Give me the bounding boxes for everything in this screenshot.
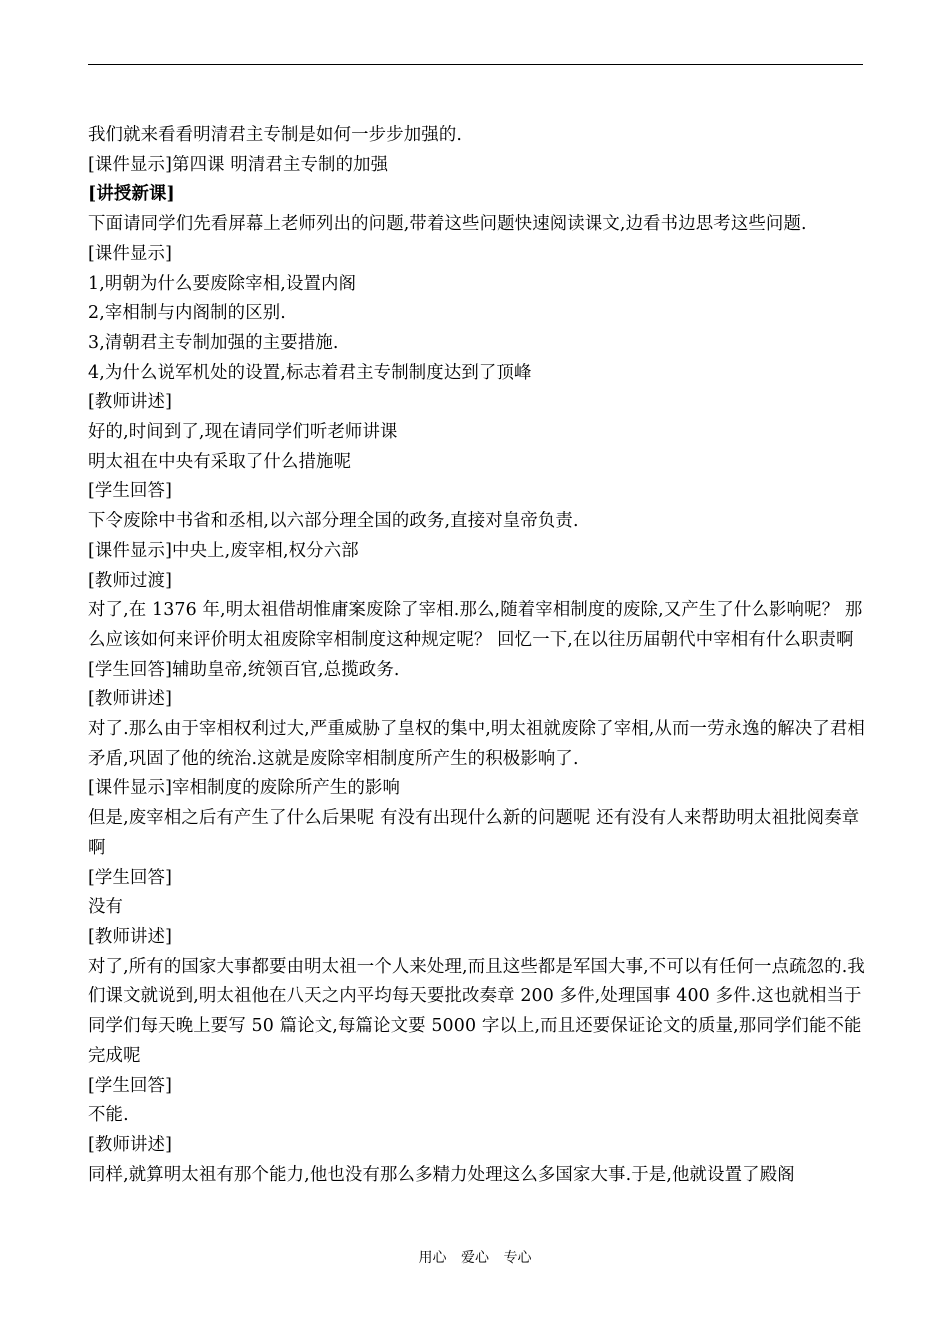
text-paragraph: [课件显示] — [88, 243, 173, 264]
text-paragraph: 下面请同学们先看屏幕上老师列出的问题,带着这些问题快速阅读课文,边看书边思考这些问题. — [88, 214, 807, 235]
text-paragraph: 对了,所有的国家大事都要由明太祖一个人来处理,而且这些都是军国大事,不可以有任何一点疏忽的.我们课文就说到,明太祖他在八天之内平均每天要批改奏章 200 多件,处理国事 400 多件.这也就相当于同学们每天晚上要写 50 篇论文,每篇论文要 5000 字以上,而且还要保证论文的质量,那同学们能不能完成呢 — [88, 956, 865, 1066]
page-footer: 用心 爱心 专心 — [418, 1250, 532, 1266]
text-paragraph: 4,为什么说军机处的设置,标志着君主专制制度达到了顶峰 — [88, 362, 532, 383]
text-paragraph: [课件显示]第四课 明清君主专制的加强 — [88, 154, 389, 175]
text-paragraph: [课件显示]中央上,废宰相,权分六部 — [88, 540, 359, 561]
text-paragraph: [教师讲述] — [88, 689, 173, 710]
text-paragraph: 3,清朝君主专制加强的主要措施. — [88, 332, 339, 353]
text-paragraph: 好的,时间到了,现在请同学们听老师讲课 — [88, 422, 398, 443]
text-paragraph: [教师讲述] — [88, 926, 173, 947]
document-body — [88, 121, 868, 1190]
text-paragraph: 同样,就算明太祖有那个能力,他也没有那么多精力处理这么多国家大事.于是,他就设置了殿阁 — [88, 1164, 795, 1185]
text-paragraph: 不能. — [88, 1105, 129, 1126]
text-paragraph: [学生回答] — [88, 1075, 173, 1096]
text-paragraph: [教师讲述] — [88, 1134, 173, 1155]
text-paragraph: 对了.那么由于宰相权利过大,严重威胁了皇权的集中,明太祖就废除了宰相,从而一劳永逸的解决了君相矛盾,巩固了他的统治.这就是废除宰相制度所产生的积极影响了. — [88, 719, 865, 769]
header-rule — [88, 64, 863, 65]
text-paragraph: [学生回答] — [88, 481, 173, 502]
text-paragraph: 我们就来看看明清君主专制是如何一步步加强的. — [88, 125, 463, 145]
text-paragraph: [教师讲述] — [88, 392, 173, 413]
text-paragraph: 下令废除中书省和丞相,以六部分理全国的政务,直接对皇帝负责. — [88, 511, 579, 532]
text-paragraph: 1,明朝为什么要废除宰相,设置内阁 — [88, 273, 357, 294]
text-paragraph: [学生回答]辅助皇帝,统领百官,总揽政务. — [88, 659, 400, 680]
text-paragraph: 但是,废宰相之后有产生了什么后果呢 有没有出现什么新的问题呢 还有没有人来帮助明太祖批阅奏章啊 — [88, 808, 860, 858]
text-paragraph: 明太祖在中央有采取了什么措施呢 — [88, 451, 352, 472]
text-paragraph: 没有 — [88, 897, 124, 918]
text-paragraph: [学生回答] — [88, 867, 173, 888]
text-paragraph: [课件显示]宰相制度的废除所产生的影响 — [88, 778, 401, 799]
section-heading: [讲授新课] — [88, 184, 175, 205]
text-paragraph: [教师过渡] — [88, 570, 173, 591]
text-paragraph: 2,宰相制与内阁制的区别. — [88, 303, 286, 324]
text-paragraph: 对了,在 1376 年,明太祖借胡惟庸案废除了宰相.那么,随着宰相制度的废除,又产生了什么影响呢？ 那么应该如何来评价明太祖废除宰相制度这种规定呢？ 回忆一下,在以往历届朝代中宰相有什么职责啊 — [88, 600, 863, 650]
